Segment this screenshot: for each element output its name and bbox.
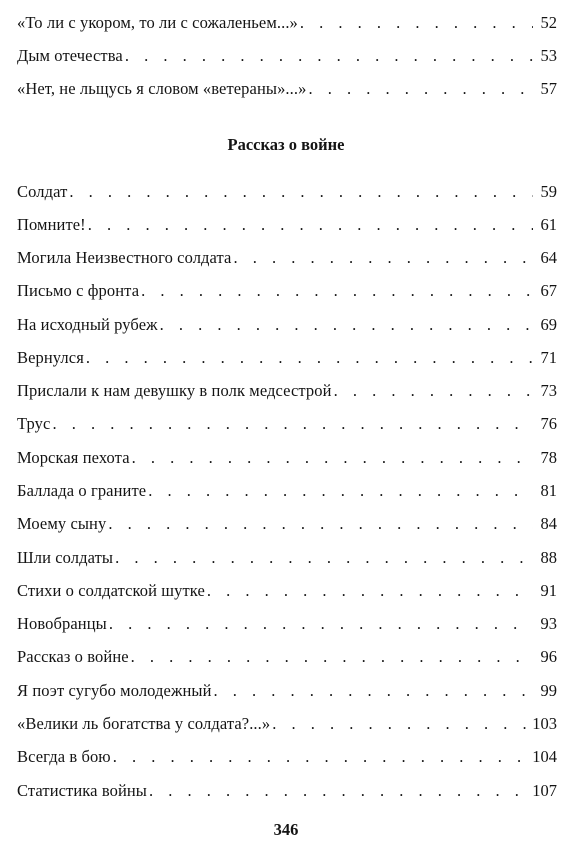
toc-dot-leader	[272, 712, 530, 736]
toc-entry-title: Новобранцы	[17, 614, 107, 633]
toc-entry-page: 61	[540, 215, 557, 234]
toc-entry-page: 69	[540, 315, 557, 334]
toc-entry	[17, 745, 557, 769]
toc-entry	[17, 213, 557, 237]
toc-entry	[17, 579, 557, 603]
toc-entry-title: Стихи о солдатской шутке	[17, 581, 205, 600]
section-heading: Рассказ о войне	[227, 135, 345, 154]
toc-entry	[17, 546, 557, 570]
toc-entry	[17, 346, 557, 370]
toc-entry-page: 99	[540, 681, 557, 700]
toc-entry-title: Письмо с фронта	[17, 281, 140, 300]
toc-entry	[17, 11, 557, 35]
toc-entry-title: Шли солдаты	[17, 548, 114, 567]
toc-entry	[17, 612, 557, 636]
toc-entry-title: «Нет, не льщусь я словом «ветераны»...»	[17, 79, 307, 98]
toc-entry-title: Морская пехота	[17, 448, 130, 467]
toc-entry-title: Могила Неизвестного солдата	[17, 248, 232, 267]
toc-entry	[17, 512, 557, 536]
toc-entry-title: Баллада о граните	[17, 481, 147, 500]
toc-dot-leader	[88, 213, 533, 237]
toc-dot-leader	[132, 446, 533, 470]
toc-entry-page: 64	[540, 248, 557, 267]
page-number: 346	[273, 820, 299, 839]
toc-dot-leader	[141, 279, 533, 303]
toc-entry-title: Солдат	[17, 182, 68, 201]
toc-dot-leader	[52, 412, 533, 436]
toc-entry-title: Помните!	[17, 215, 86, 234]
toc-dot-leader	[214, 679, 533, 703]
toc-entry-title: Моему сыну	[17, 514, 107, 533]
toc-dot-leader	[125, 44, 533, 68]
toc-entry	[17, 446, 557, 470]
toc-dot-leader	[308, 77, 533, 101]
toc-entry	[17, 779, 557, 803]
toc-entry-title: «Велики ль богатства у солдата?...»	[17, 714, 271, 733]
toc-entry-page: 93	[540, 614, 557, 633]
toc-dot-leader	[131, 645, 533, 669]
toc-dot-leader	[69, 180, 533, 204]
toc-entry	[17, 279, 557, 303]
toc-entry-title: Я поэт сугубо молодежный	[17, 681, 212, 700]
toc-entry-page: 96	[540, 647, 557, 666]
toc-dot-leader	[148, 479, 533, 503]
toc-entry	[17, 44, 557, 68]
toc-entry-page: 52	[540, 13, 557, 32]
toc-dot-leader	[300, 11, 533, 35]
toc-dot-leader	[86, 346, 533, 370]
toc-entry-page: 76	[540, 414, 557, 433]
toc-dot-leader	[113, 745, 531, 769]
toc-entry-page: 84	[540, 514, 557, 533]
toc-entry-page: 88	[540, 548, 557, 567]
toc-entry-page: 73	[540, 381, 557, 400]
toc-entry-title: На исходный рубеж	[17, 315, 158, 334]
toc-entry-page: 81	[540, 481, 557, 500]
toc-entry-page: 103	[532, 714, 557, 733]
toc-entry	[17, 246, 557, 270]
toc-entry	[17, 313, 557, 337]
toc-entry	[17, 77, 557, 101]
toc-entry-title: Статистика войны	[17, 781, 147, 800]
toc-dot-leader	[334, 379, 533, 403]
toc-entry-title: Прислали к нам девушку в полк медсестрой	[17, 381, 332, 400]
toc-entry-title: Рассказ о войне	[17, 647, 129, 666]
toc-entry-page: 104	[532, 747, 557, 766]
toc-entry-page: 53	[540, 46, 557, 65]
toc-entry-page: 78	[540, 448, 557, 467]
toc-entry-page: 59	[540, 182, 557, 201]
toc-entry	[17, 379, 557, 403]
toc-entry-title: Трус	[17, 414, 51, 433]
toc-dot-leader	[109, 612, 533, 636]
toc-dot-leader	[160, 313, 533, 337]
toc-dot-leader	[149, 779, 530, 803]
toc-entry-page: 67	[540, 281, 557, 300]
toc-entry-page: 91	[540, 581, 557, 600]
toc-entry-page: 71	[540, 348, 557, 367]
toc-entry	[17, 180, 557, 204]
toc-dot-leader	[207, 579, 533, 603]
toc-entry-page: 107	[532, 781, 557, 800]
toc-entry	[17, 679, 557, 703]
toc-entry-page: 57	[540, 79, 557, 98]
toc-entry	[17, 712, 557, 736]
toc-entry-title: Всегда в бою	[17, 747, 111, 766]
toc-entry-title: Вернулся	[17, 348, 84, 367]
toc-entry-title: «То ли с укором, то ли с сожаленьем...»	[17, 13, 298, 32]
toc-dot-leader	[115, 546, 533, 570]
toc-entry-title: Дым отечества	[17, 46, 123, 65]
toc-dot-leader	[233, 246, 533, 270]
toc-entry	[17, 412, 557, 436]
toc-entry	[17, 479, 557, 503]
toc-entry	[17, 645, 557, 669]
toc-dot-leader	[108, 512, 533, 536]
